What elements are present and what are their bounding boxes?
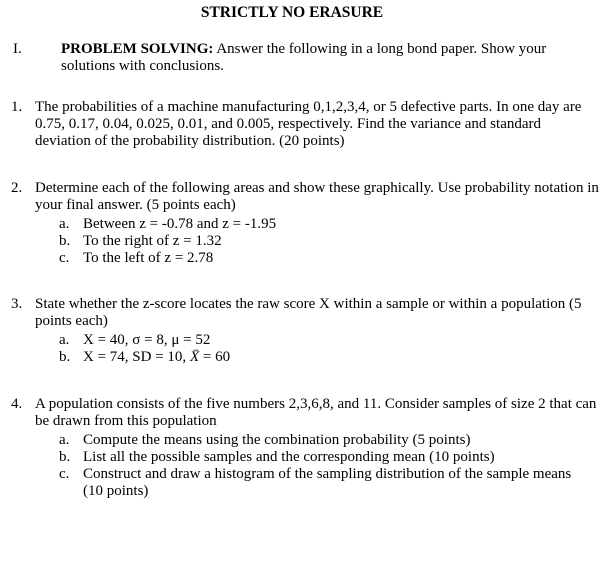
sub-item-text: List all the possible samples and the corresponding mean (10 points) bbox=[83, 449, 495, 465]
sub-item-list bbox=[59, 216, 579, 267]
section-instructions-block bbox=[61, 41, 581, 75]
sub-item-letter: a. bbox=[59, 432, 70, 448]
problem-number: 3. bbox=[11, 296, 23, 312]
sub-item-text: Compute the means using the combination probability (5 points) bbox=[83, 432, 471, 448]
section-label: PROBLEM SOLVING: bbox=[61, 41, 214, 57]
sub-item-text-post: = 60 bbox=[199, 349, 231, 365]
sub-item-letter: b. bbox=[59, 349, 71, 365]
sub-item bbox=[59, 216, 579, 233]
sub-item-text-pre: X = 74, SD = 10, bbox=[83, 349, 190, 365]
sub-item-letter: b. bbox=[59, 233, 71, 249]
sub-item bbox=[59, 466, 579, 500]
problem-number: 1. bbox=[11, 99, 23, 115]
problem-text: A population consists of the five numbers 2,3,6,8, and 11. Consider samples of size 2 that can be drawn from this population bbox=[35, 396, 597, 429]
problem-number: 4. bbox=[11, 396, 23, 412]
section-numeral: I. bbox=[13, 41, 22, 57]
sub-item-text: To the right of z = 1.32 bbox=[83, 233, 222, 249]
sub-item-letter: b. bbox=[59, 449, 71, 465]
sub-item-text: Construct and draw a histogram of the sampling distribution of the sample means (10 points) bbox=[83, 466, 572, 499]
sub-item-list bbox=[59, 332, 579, 366]
sub-item-text bbox=[83, 349, 583, 366]
sub-item bbox=[59, 250, 579, 267]
sub-item-letter: a. bbox=[59, 332, 70, 348]
sub-item bbox=[59, 349, 579, 366]
sub-item-letter: a. bbox=[59, 216, 70, 232]
problem-text: Determine each of the following areas and show these graphically. Use probability notation in your final answer. (5 points each) bbox=[35, 180, 599, 213]
sub-item bbox=[59, 432, 579, 449]
sample-mean-symbol: X̄ bbox=[189, 349, 200, 365]
sub-item-letter: c. bbox=[59, 250, 70, 266]
sub-item-text: X = 40, σ = 8, μ = 52 bbox=[83, 332, 211, 348]
sub-item bbox=[59, 449, 579, 466]
sub-item-list bbox=[59, 432, 579, 500]
problem-text: State whether the z-score locates the raw score X within a sample or within a population (5 points each) bbox=[35, 296, 582, 329]
sub-item-text: Between z = -0.78 and z = -1.95 bbox=[83, 216, 277, 232]
sub-item-text: To the left of z = 2.78 bbox=[83, 250, 214, 266]
sub-item bbox=[59, 332, 579, 349]
sub-item-letter: c. bbox=[59, 466, 70, 482]
problem-number: 2. bbox=[11, 180, 23, 196]
page-title: STRICTLY NO ERASURE bbox=[200, 4, 384, 21]
section-instructions: Answer the following in a long bond paper. Show your solutions with conclusions. bbox=[61, 41, 547, 74]
problem-text: The probabilities of a machine manufacturing 0,1,2,3,4, or 5 defective parts. In one day are 0.75, 0.17, 0.04, 0.025, 0.01, and 0.005, respectively. Find the variance and standard deviation of the probability distribution. (20 points) bbox=[35, 99, 582, 149]
sub-item bbox=[59, 233, 579, 250]
